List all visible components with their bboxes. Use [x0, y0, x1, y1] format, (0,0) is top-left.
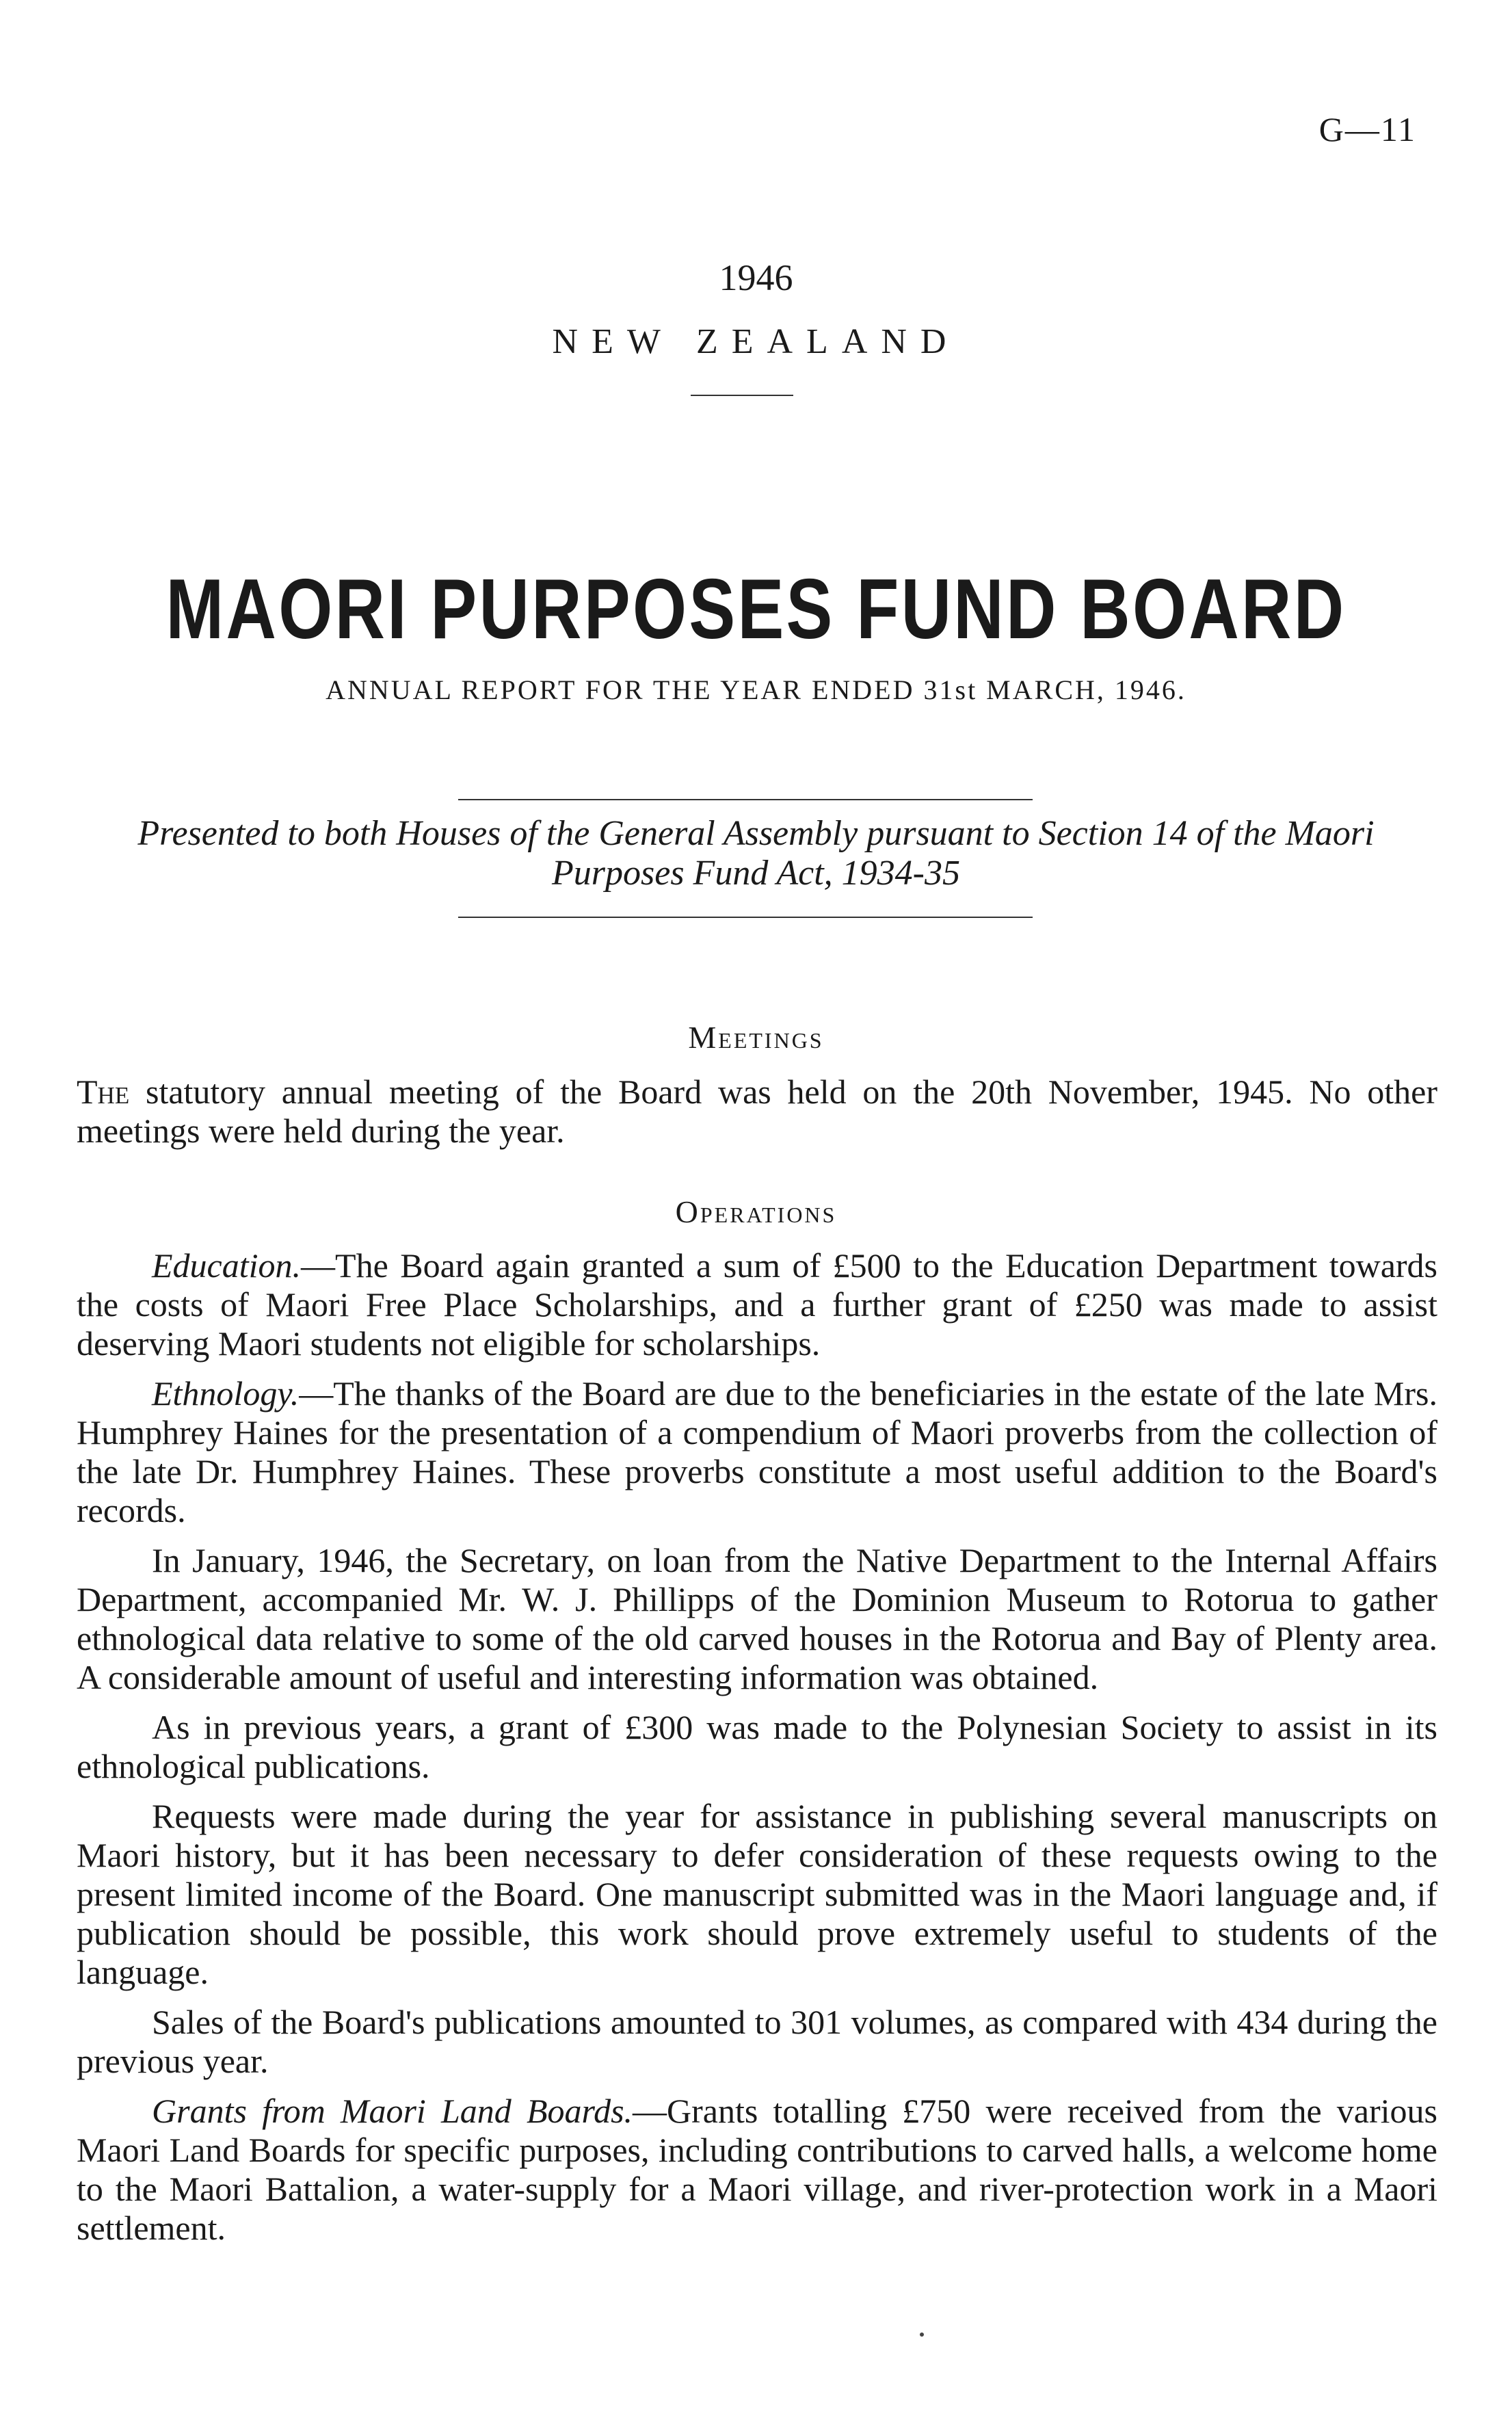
meetings-paragraph [77, 1073, 1437, 1151]
paragraph-text: statutory annual meeting of the Board was held on the 20th November, 1945. No other meetings were held during the year. [77, 1073, 1438, 1150]
paragraph-education [77, 1246, 1437, 1363]
section-heading-meetings: Meetings [688, 1020, 824, 1055]
lead-word: The [77, 1073, 130, 1111]
page-mark [920, 2332, 924, 2337]
paragraph-text: In January, 1946, the Secretary, on loan from the Native Department to the Internal Affairs Department, accompanied Mr. W. J. Phillipps of the Dominion Museum to Rotorua to gather ethnological data relative to some of the old carved houses in the Rotorua and Bay of Plenty area. A considerable amount of useful and interesting information was obtained. [77, 1541, 1437, 1696]
paragraph [77, 1797, 1437, 1992]
paragraph-ethnology [77, 1374, 1437, 1530]
divider [691, 395, 793, 396]
page-reference: G—11 [1318, 110, 1416, 148]
paragraph-text: Requests were made during the year for assistance in publishing several manuscripts on Maori history, but it has been necessary to defer consideration of these requests owing to the present limited income of the Board. One manuscript submitted was in the Maori language and, if publication should be possible, this work should prove extremely useful to students of the language. [77, 1797, 1437, 1991]
operations-section [77, 1246, 1437, 2259]
document-year: 1946 [719, 257, 793, 298]
paragraph-label: Grants from Maori Land Boards. [152, 2092, 633, 2130]
presentation-note: Presented to both Houses of the General Assembly pursuant to Section 14 of the Maori Purposes Fund Act, 1934-35 [137, 814, 1375, 893]
paragraph-text: —The Board again granted a sum of £500 to the Education Department towards the costs of Maori Free Place Scholarships, and a further grant of £250 was made to assist deserving Maori students not eligible for scholarships. [77, 1246, 1437, 1363]
report-subtitle: ANNUAL REPORT FOR THE YEAR ENDED 31st MARCH, 1946. [326, 674, 1186, 705]
paragraph [77, 1541, 1437, 1697]
divider [458, 917, 1033, 918]
paragraph-text: —Grants totalling £750 were received from the various Maori Land Boards for specific purposes, including contributions to carved halls, a welcome home to the Maori Battalion, a water-supply for a Maori village, and river-protection work in a Maori settlement. [77, 2092, 1437, 2247]
paragraph-text: Sales of the Board's publications amounted to 301 volumes, as compared with 434 during the previous year. [77, 2003, 1437, 2080]
page-title: MAORI PURPOSES FUND BOARD [165, 562, 1347, 657]
paragraph-text: As in previous years, a grant of £300 was made to the Polynesian Society to assist in its ethnological publications. [77, 1708, 1437, 1785]
paragraph-label: Education. [152, 1246, 302, 1285]
paragraph-grants [77, 2092, 1437, 2248]
country-heading: NEW ZEALAND [552, 322, 960, 361]
section-heading-operations: Operations [675, 1194, 837, 1229]
paragraph-text: —The thanks of the Board are due to the beneficiaries in the estate of the late Mrs. Humphrey Haines for the presentation of a compendium of Maori proverbs from the collection of the late Dr. Humphrey Haines. These proverbs constitute a most useful addition to the Board's records. [77, 1374, 1437, 1529]
paragraph [77, 2003, 1437, 2081]
paragraph-label: Ethnology. [152, 1374, 300, 1412]
meetings-section [77, 1073, 1437, 1161]
paragraph [77, 1708, 1437, 1786]
divider [458, 799, 1033, 800]
